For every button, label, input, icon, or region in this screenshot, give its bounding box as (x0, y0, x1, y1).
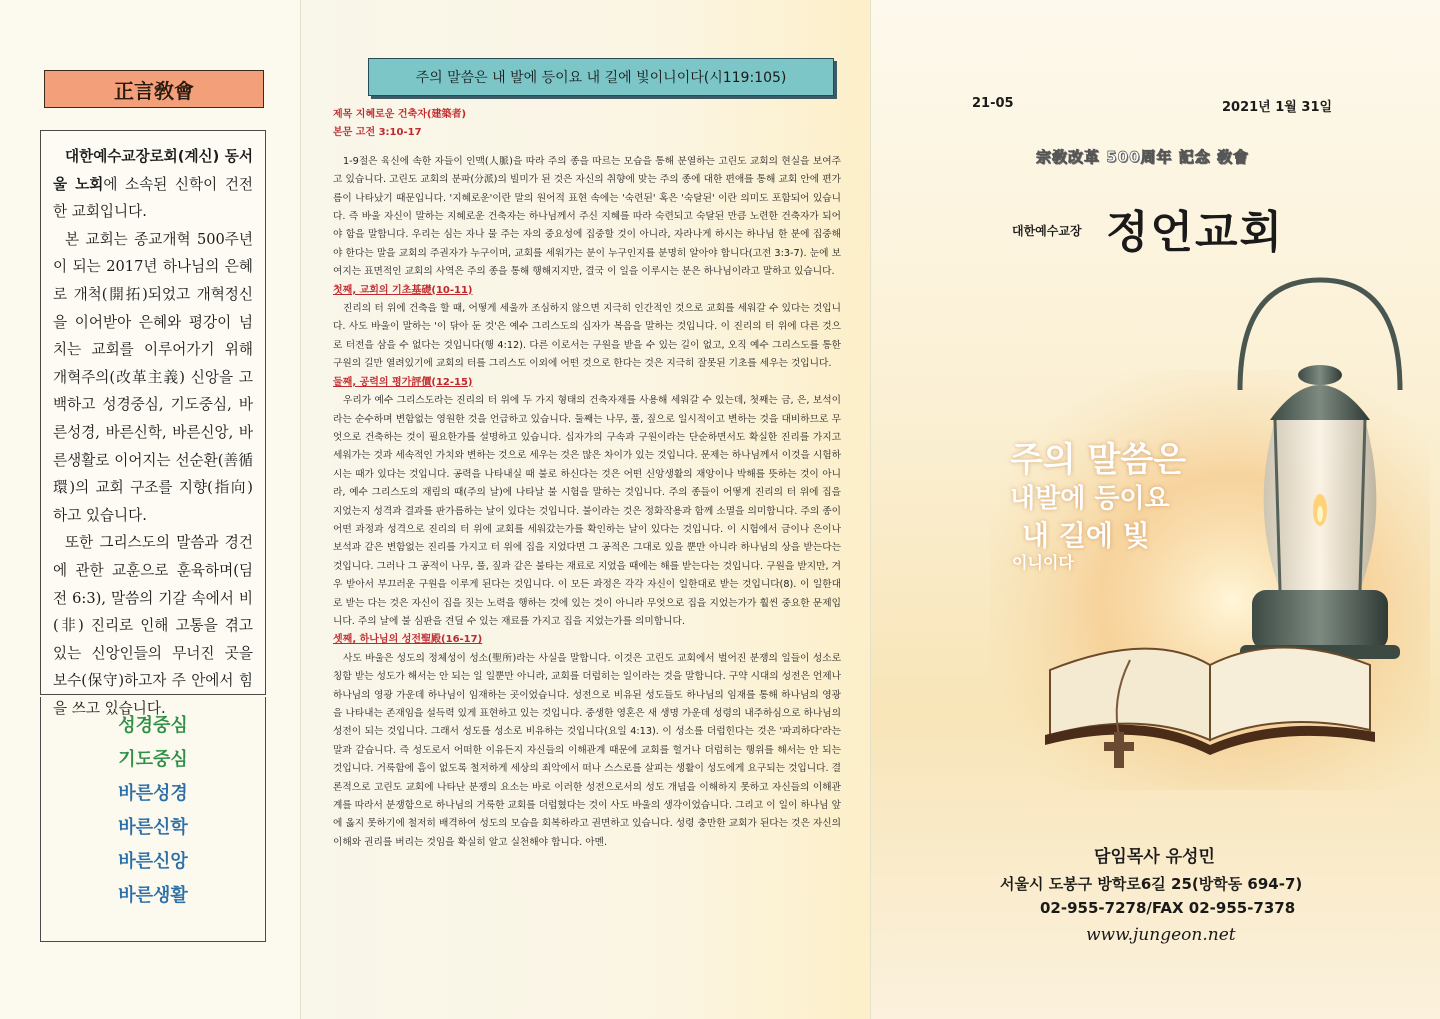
verse-banner: 주의 말씀은 내 발에 등이요 내 길에 빛이니이다(시119:105) (368, 58, 834, 96)
intro-paragraph-1-text: 에 소속된 신학이 건전한 교회입니다. (53, 175, 254, 221)
sermon-heading-1: 첫째, 교회의 기초基礎(10-11) (333, 284, 473, 296)
sermon-paragraph-2: 우리가 예수 그리스도라는 진리의 터 위에 두 가지 형태의 건축자재를 사용해 세워갈 수 있는데, 첫째는 금, 은, 보석이라는 순수하며 변함없는 영원한 것을 언급하고 있습니다. 둘째는 나무, 풀, 짚으로 일시적이고 변하는 것을 대비하므로 무엇으로 건축하는 것이 필요한가를 설명하고 있습니다. 십자가의 구속과 구원이라는 단순하면서도 확실한 진리를 가지고 세워가는 것과 세속적인 가치와 변하는 것으로 세우는 것은 많은 차이가 있는 것입니다. 문제는 하나님께서 이것을 시험하시는 때가 있다는 것입니다. 공력을 나타내실 때 불로 하신다는 것은 어떤 신앙생활의 재앙이나 박해를 뜻하는 것이 아니라, 예수 그리스도의 재림의 때(주의 날)에 나타날 불 시험을 말하는 것입니다. 주의 종들이 어떻게 진리의 터 위에 집을 지었는지 성격과 결과를 판가름하는 날이 있다는 것입니다. 불이라는 것은 정화작용과 함께 소멸을 의미합니다. 주의 종이 어떤 과정과 성격으로 진리의 터 위에 교회를 세워갔는가를 확인하는 날이 있다는 것입니다. 이 시험에서 금이나 은이나 보석과 같은 변함없는 진리를 가지고 터 위에 집을 지었다면 그 공적은 그대로 있을 뿐만 아니라 하나님의 상을 받는다는 것입니다. 그러나 그 공적이 나무, 풀, 짚과 같은 불타는 재료로 지었을 때에는 해를 받는다는 것입니다. 구원을 받지만, 겨우 받아서 부끄러운 구원을 이루게 된다는 것입니다. 이 모든 과정은 각각 자신이 일한대로 받는 것입니다(8). 이 일한대로 받는 다는 것은 자신이 집을 짓는 노력을 행하는 것에 있는 것이 아니라 무엇으로 집을 지었는가가 훨씬 중요한 문제입니다. 주의 날에 불 심판을 견딜 수 있는 재료를 가지고 집을 지었는가를 의미합니다. (333, 395, 841, 627)
sermon-title: 제목 지혜로운 건축자(建築者) (333, 109, 467, 120)
intro-paragraph-3: 또한 그리스도의 말씀과 경건에 관한 교훈으로 훈육하며(딤전 6:3), 말씀의 기갈 속에서 비(非) 진리로 인해 고통을 겪고 있는 신앙인들의 무너진 곳을 보수(保守)하고자 주 안에서 힘을 쓰고 있습니다. (53, 534, 253, 717)
church-intro-box (40, 130, 266, 717)
art-verse-line-3: 내 길에 빛 (1022, 519, 1150, 552)
art-verse-line-4: 이니이다 (1012, 553, 1074, 572)
intro-paragraph-2: 본 교회는 종교개혁 500주년이 되는 2017년 하나님의 은혜로 개척(開拓)되었고 개혁정신을 이어받아 은혜와 평강이 넘치는 교회를 이루어가기 위해 개혁주의(改革主義) 신앙을 고백하고 성경중심, 기도중심, 바른성경, 바른신학, 바른신앙, 바른생활로 이어지는 선순환(善循環)의 교회 구조를 지향(指向)하고 있습니다. (53, 230, 253, 524)
fold-line (870, 0, 871, 1019)
sermon-paragraph-3: 사도 바울은 성도의 정체성이 성소(聖所)라는 사실을 말합니다. 이것은 고린도 교회에서 벌어진 분쟁의 일들이 성소로 칭함 받는 성도가 해서는 안 되는 일 일뿐만 아니라, 교회를 더럽히는 일이라는 것을 말합니다. 구약 시대의 성전은 언제나 하나님의 영광 가운데 하나님이 임재하는 곳이었습니다. 성전으로 비유된 성도들도 하나님의 임재를 통해 하나님의 영광을 나타내는 존재임을 설득력 있게 표현하고 있는 것입니다. 중생한 영혼은 새 생명 가운데 성령의 내주하심으로 하나님의 성전이 되는 것입니다. 그래서 성도를 성소로 비유하는 것입니다(요일 4:13). 이 성소를 더럽힌다는 것은 '파괴하다'라는 말과 같습니다. 즉 성도로서 어떠한 이유든지 자신들의 이해관계 때문에 교회를 헐거나 더럽히는 행위를 해서는 안 되는 것입니다. 거룩함에 흠이 없도록 철저하게 세상의 죄악에서 떠나 스스로를 살피는 생활이 성도에게 요구되는 것입니다. 결론적으로 고린도 교회에 나타난 분쟁의 요소는 바로 이러한 성전으로서의 성도 개념을 이해하지 못하고 자신들의 이해관계를 따라서 분쟁함으로 하나님의 거룩한 교회를 더럽혔다는 것이 사도 바울의 생각이었습니다. 그리고 이 일이 하나님 앞에 옳지 못하기에 철저히 배격하여 성도의 모습을 회복하라고 권면하고 있습니다. 성령 충만한 교회가 된다는 것은 자신의 이해와 권리를 버리는 것임을 확실히 알고 실천해야 합니다. 아멘. (333, 652, 841, 848)
issue-date: 2021년 1월 31일 (1222, 100, 1333, 115)
senior-pastor: 담임목사 유성민 (1094, 847, 1215, 867)
church-phone: 02-955-7278/FAX 02-955-7378 (1040, 899, 1296, 917)
denomination-label: 대한예수교장 (1012, 224, 1082, 238)
issue-number: 21-05 (972, 96, 1014, 111)
fold-line (300, 0, 301, 1019)
sermon-intro-paragraph: 1-9절은 육신에 속한 자들이 인맥(人脈)을 따라 주의 종을 따르는 모습을 통해 분열하는 고린도 교회의 현실을 보여주고 있습니다. 고린도 교회의 분파(分派)의 빌미가 된 것은 자신의 취향에 맞는 주의 종에 대한 편애를 통해 교회 안에 편가름이 나타났기 때문입니다. '지혜로운'이란 말의 원어적 표현 속에는 '숙련된' 혹은 '숙달된' 이란 의미도 포함되어 있습니다. 즉 바울 자신이 말하는 지혜로운 건축자는 하나님께서 주신 지혜를 따라 숙련되고 숙달된 만큼 노련한 건축자가 되어야 함을 말합니다. 우리는 심는 자나 물 주는 자의 중요성에 집중할 것이 아니라, 자라나게 하시는 하나님 한 분에 집중해야 한다는 말을 교회의 주권자가 누구이며, 교회를 세워가는 분이 누구인지를 분명히 알아야 합니다(고전 3:3-7). 눈에 보여지는 표면적인 교회의 사역은 주의 종을 통해 행해지지만, 결국 이 일을 이루시는 분은 하나님이라고 말하고 있습니다. (333, 155, 841, 278)
sermon-heading-2: 둘째, 공력의 평가評價(12-15) (333, 376, 473, 388)
motto-item: 기도중심 (118, 749, 188, 770)
sermon-paragraph-1: 진리의 터 위에 건축을 할 때, 어떻게 세울까 조심하지 않으면 지극히 인간적인 것으로 교회를 세워갈 수 있다는 것입니다. 사도 바울이 말하는 '이 닦아 둔 것'은 예수 그리스도의 십자가 복음을 말하는 것입니다. 이 진리의 터 위에 다른 것으로 터전을 삼을 수 없다는 것입니다(행 4:12). 다른 이로서는 구원을 받을 수 있는 길이 없고, 오직 예수 그리스도를 통한 구원의 길만 열려있기에 교회의 터를 그리스도 이외에 어떤 것으로 한다는 것은 지극히 잘못된 기초를 세우는 것입니다. (333, 303, 841, 370)
left-panel (0, 0, 300, 1019)
church-address: 서울시 도봉구 방학로6길 25(방학동 694-7) (1000, 875, 1303, 893)
sermon-body (333, 106, 841, 852)
lantern-cap (1298, 365, 1342, 385)
motto-item: 바른신학 (118, 817, 188, 838)
motto-list (40, 697, 266, 942)
church-hanja-title: 正言敎會 (44, 70, 264, 108)
reformation-tagline: 宗敎改革 500周年 記念 敎會 (1036, 148, 1249, 166)
lantern-base (1252, 590, 1388, 650)
intro-paragraph-1 (53, 143, 253, 226)
motto-item: 바른신앙 (118, 851, 188, 872)
art-verse-line-1: 주의 말씀은 (1010, 440, 1187, 480)
sermon-heading-3: 셋째, 하나님의 성전聖殿(16-17) (333, 634, 483, 646)
motto-item: 바른성경 (118, 783, 188, 804)
motto-item: 성경중심 (118, 715, 188, 736)
intro-presbytery: 대한예수교장로회(계신) 동서울 노회 (53, 148, 253, 193)
art-verse-line-2: 내발에 등이요 (1010, 484, 1170, 514)
church-website[interactable]: www.jungeon.net (1086, 925, 1236, 945)
motto-item: 바른생활 (118, 885, 188, 906)
church-name: 정언교회 (1106, 207, 1285, 258)
sermon-text-reference: 본문 고전 3:10-17 (333, 127, 422, 139)
